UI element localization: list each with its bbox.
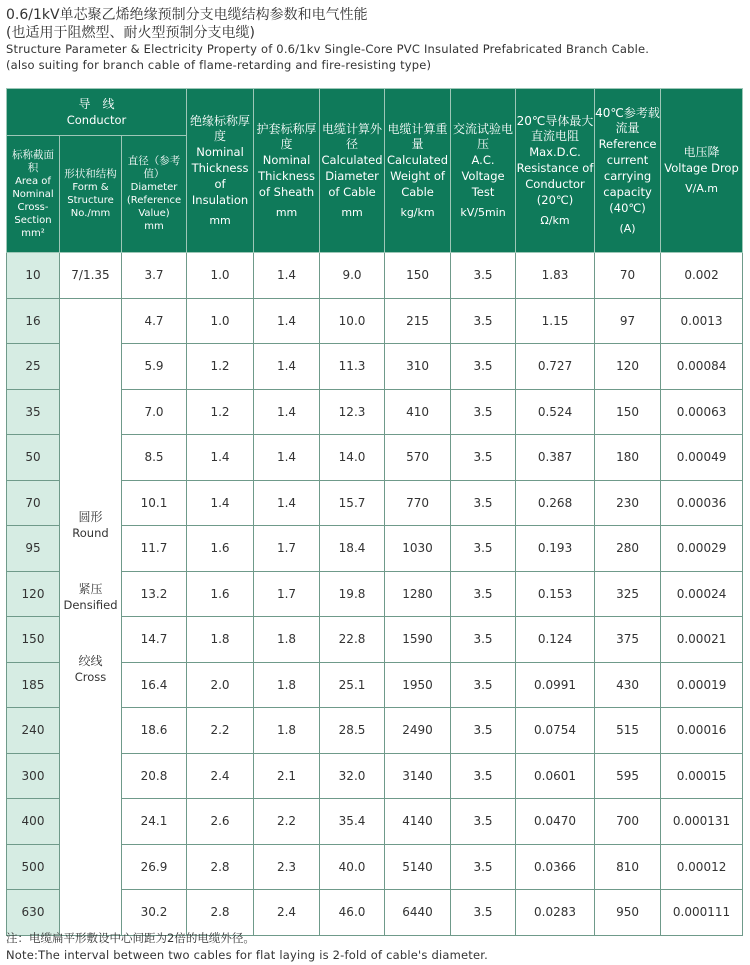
cell-sheath: 1.8 [254,708,320,754]
cell-outer: 9.0 [320,253,385,299]
cell-diameter: 20.8 [122,753,187,799]
cell-section: 120 [7,571,60,617]
spec-table [6,88,743,936]
title-en-line1: Structure Parameter & Electricity Property of 0.6/1kv Single-Core PVC Insulated Prefabricated Branch Cable. [6,42,650,56]
cell-sheath: 1.4 [254,344,320,390]
cell-sheath: 1.4 [254,389,320,435]
cell-sheath: 1.8 [254,662,320,708]
cell-sheath: 1.4 [254,253,320,299]
cell-resistance: 0.0283 [516,890,595,936]
cell-form-first: 7/1.35 [60,253,122,299]
cell-current: 515 [595,708,661,754]
cell-drop: 0.00012 [661,844,743,890]
header-section: 标称截面积 Area of Nominal Cross-Section mm² [7,136,60,253]
cell-sheath: 2.2 [254,799,320,845]
cell-test: 3.5 [451,753,516,799]
cell-sheath: 1.7 [254,526,320,572]
cell-current: 180 [595,435,661,481]
cell-current: 700 [595,799,661,845]
cell-sheath: 2.1 [254,753,320,799]
cell-weight: 4140 [385,799,451,845]
cell-weight: 2490 [385,708,451,754]
header-resistance: 20℃导体最大直流电阻 Max.D.C. Resistance of Conductor (20℃) Ω/km [516,89,595,253]
cell-test: 3.5 [451,253,516,299]
cell-outer: 28.5 [320,708,385,754]
cell-test: 3.5 [451,298,516,344]
cell-test: 3.5 [451,571,516,617]
cell-resistance: 0.387 [516,435,595,481]
cell-diameter: 3.7 [122,253,187,299]
cell-test: 3.5 [451,526,516,572]
cell-outer: 40.0 [320,844,385,890]
cell-outer: 35.4 [320,799,385,845]
cell-drop: 0.00049 [661,435,743,481]
cell-weight: 310 [385,344,451,390]
header-sheath: 护套标称厚度 Nominal Thickness of Sheath mm [254,89,320,253]
cell-weight: 215 [385,298,451,344]
cell-outer: 12.3 [320,389,385,435]
form-label-zh: 紧压 [78,581,103,596]
cell-current: 120 [595,344,661,390]
cell-section: 50 [7,435,60,481]
cell-weight: 770 [385,480,451,526]
cell-test: 3.5 [451,890,516,936]
cell-drop: 0.00029 [661,526,743,572]
header-voltage-drop: 电压降 Voltage Drop V/A.m [661,89,743,253]
cell-sheath: 1.4 [254,480,320,526]
cell-outer: 25.1 [320,662,385,708]
cell-test: 3.5 [451,389,516,435]
cell-weight: 6440 [385,890,451,936]
header-voltage-test: 交流试验电压 A.C. Voltage Test kV/5min [451,89,516,253]
cell-diameter: 7.0 [122,389,187,435]
cell-test: 3.5 [451,662,516,708]
cell-outer: 10.0 [320,298,385,344]
cell-weight: 5140 [385,844,451,890]
table-row [7,298,743,344]
cell-diameter: 30.2 [122,890,187,936]
form-label-zh: 绞线 [78,653,103,668]
cell-diameter: 18.6 [122,708,187,754]
cell-section: 400 [7,799,60,845]
cell-diameter: 4.7 [122,298,187,344]
cell-drop: 0.00063 [661,389,743,435]
title-zh-line1: 0.6/1kV单芯聚乙烯绝缘预制分支电缆结构参数和电气性能 [6,7,368,23]
header-form: 形状和结构 Form & Structure No./mm [60,136,122,253]
cell-current: 97 [595,298,661,344]
cell-diameter: 10.1 [122,480,187,526]
form-label-en: Round [72,525,109,540]
cell-insulation: 1.4 [187,435,254,481]
cell-diameter: 8.5 [122,435,187,481]
cell-current: 810 [595,844,661,890]
cell-weight: 1280 [385,571,451,617]
spec-table-body [7,253,743,936]
cell-resistance: 0.124 [516,617,595,663]
form-label-zh: 圆形 [78,509,103,524]
header-diameter: 直径（参考值） Diameter (Reference Value) mm [122,136,187,253]
form-label-en: Cross [74,669,107,684]
cell-test: 3.5 [451,435,516,481]
cell-sheath: 2.3 [254,844,320,890]
cell-resistance: 0.153 [516,571,595,617]
cell-drop: 0.00036 [661,480,743,526]
cell-sheath: 1.7 [254,571,320,617]
cell-drop: 0.00084 [661,344,743,390]
cell-section: 630 [7,890,60,936]
cell-resistance: 0.0366 [516,844,595,890]
cell-current: 280 [595,526,661,572]
cell-sheath: 1.8 [254,617,320,663]
cell-diameter: 11.7 [122,526,187,572]
cell-test: 3.5 [451,708,516,754]
header-insulation: 绝缘标称厚度 Nominal Thickness of Insulation mm [187,89,254,253]
cell-drop: 0.000131 [661,799,743,845]
cell-weight: 1030 [385,526,451,572]
header-weight: 电缆计算重量 Calculated Weight of Cable kg/km [385,89,451,253]
cell-outer: 14.0 [320,435,385,481]
title-en-line2: (also suiting for branch cable of flame-retarding and fire-resisting type) [6,58,432,72]
cell-section: 70 [7,480,60,526]
cell-drop: 0.00016 [661,708,743,754]
cell-drop: 0.000111 [661,890,743,936]
cell-resistance: 1.83 [516,253,595,299]
cell-diameter: 14.7 [122,617,187,663]
table-row [7,253,743,299]
cell-section: 185 [7,662,60,708]
cell-outer: 18.4 [320,526,385,572]
cell-test: 3.5 [451,844,516,890]
cell-section: 95 [7,526,60,572]
cell-test: 3.5 [451,344,516,390]
cell-resistance: 0.0601 [516,753,595,799]
cell-sheath: 2.4 [254,890,320,936]
cell-outer: 11.3 [320,344,385,390]
cell-current: 325 [595,571,661,617]
cell-insulation: 2.4 [187,753,254,799]
cell-drop: 0.00015 [661,753,743,799]
cell-drop: 0.00021 [661,617,743,663]
cell-resistance: 0.193 [516,526,595,572]
cell-drop: 0.00024 [661,571,743,617]
cell-insulation: 1.0 [187,298,254,344]
cell-resistance: 0.0470 [516,799,595,845]
cell-weight: 570 [385,435,451,481]
cell-outer: 22.8 [320,617,385,663]
cell-diameter: 24.1 [122,799,187,845]
cell-weight: 1950 [385,662,451,708]
cell-outer: 19.8 [320,571,385,617]
cell-section: 35 [7,389,60,435]
cell-form-merged [60,298,122,935]
cell-outer: 15.7 [320,480,385,526]
cell-weight: 410 [385,389,451,435]
cell-section: 25 [7,344,60,390]
cell-weight: 150 [385,253,451,299]
cell-current: 595 [595,753,661,799]
cell-current: 70 [595,253,661,299]
form-label-en: Densified [63,597,118,612]
cell-sheath: 1.4 [254,435,320,481]
cell-insulation: 1.6 [187,571,254,617]
cell-section: 16 [7,298,60,344]
cell-outer: 32.0 [320,753,385,799]
cell-drop: 0.002 [661,253,743,299]
cell-insulation: 1.0 [187,253,254,299]
title-zh-line2: (也适用于阻燃型、耐火型预制分支电缆) [6,25,255,41]
cell-resistance: 0.727 [516,344,595,390]
cell-resistance: 1.15 [516,298,595,344]
cell-section: 300 [7,753,60,799]
cell-insulation: 2.8 [187,844,254,890]
cell-current: 430 [595,662,661,708]
cell-resistance: 0.268 [516,480,595,526]
cell-section: 500 [7,844,60,890]
cell-resistance: 0.0991 [516,662,595,708]
cell-resistance: 0.0754 [516,708,595,754]
cell-section: 150 [7,617,60,663]
cell-test: 3.5 [451,799,516,845]
cell-drop: 0.0013 [661,298,743,344]
cell-diameter: 5.9 [122,344,187,390]
header-conductor: 导 线 Conductor [7,89,187,136]
cell-insulation: 2.6 [187,799,254,845]
cell-insulation: 1.6 [187,526,254,572]
cell-current: 230 [595,480,661,526]
cell-current: 150 [595,389,661,435]
cell-current: 950 [595,890,661,936]
cell-weight: 1590 [385,617,451,663]
cell-insulation: 2.0 [187,662,254,708]
cell-insulation: 1.4 [187,480,254,526]
cell-drop: 0.00019 [661,662,743,708]
cell-test: 3.5 [451,617,516,663]
cell-resistance: 0.524 [516,389,595,435]
cell-insulation: 2.2 [187,708,254,754]
cell-weight: 3140 [385,753,451,799]
cell-outer: 46.0 [320,890,385,936]
cell-diameter: 26.9 [122,844,187,890]
cell-diameter: 16.4 [122,662,187,708]
cell-section: 240 [7,708,60,754]
cell-insulation: 1.2 [187,344,254,390]
cell-diameter: 13.2 [122,571,187,617]
cell-insulation: 1.2 [187,389,254,435]
header-outer-diameter: 电缆计算外径 Calculated Diameter of Cable mm [320,89,385,253]
note-en: Note:The interval between two cables for flat laying is 2-fold of cable's diameter. [6,948,488,962]
cell-insulation: 1.8 [187,617,254,663]
cell-section: 10 [7,253,60,299]
header-current: 40℃参考载流量 Reference current carrying capacity (40℃) (A) [595,89,661,253]
cell-insulation: 2.8 [187,890,254,936]
cell-test: 3.5 [451,480,516,526]
cell-sheath: 1.4 [254,298,320,344]
cell-current: 375 [595,617,661,663]
note-zh: 注：电缆扁平形敷设中心间距为2倍的电缆外径。 [6,931,255,945]
